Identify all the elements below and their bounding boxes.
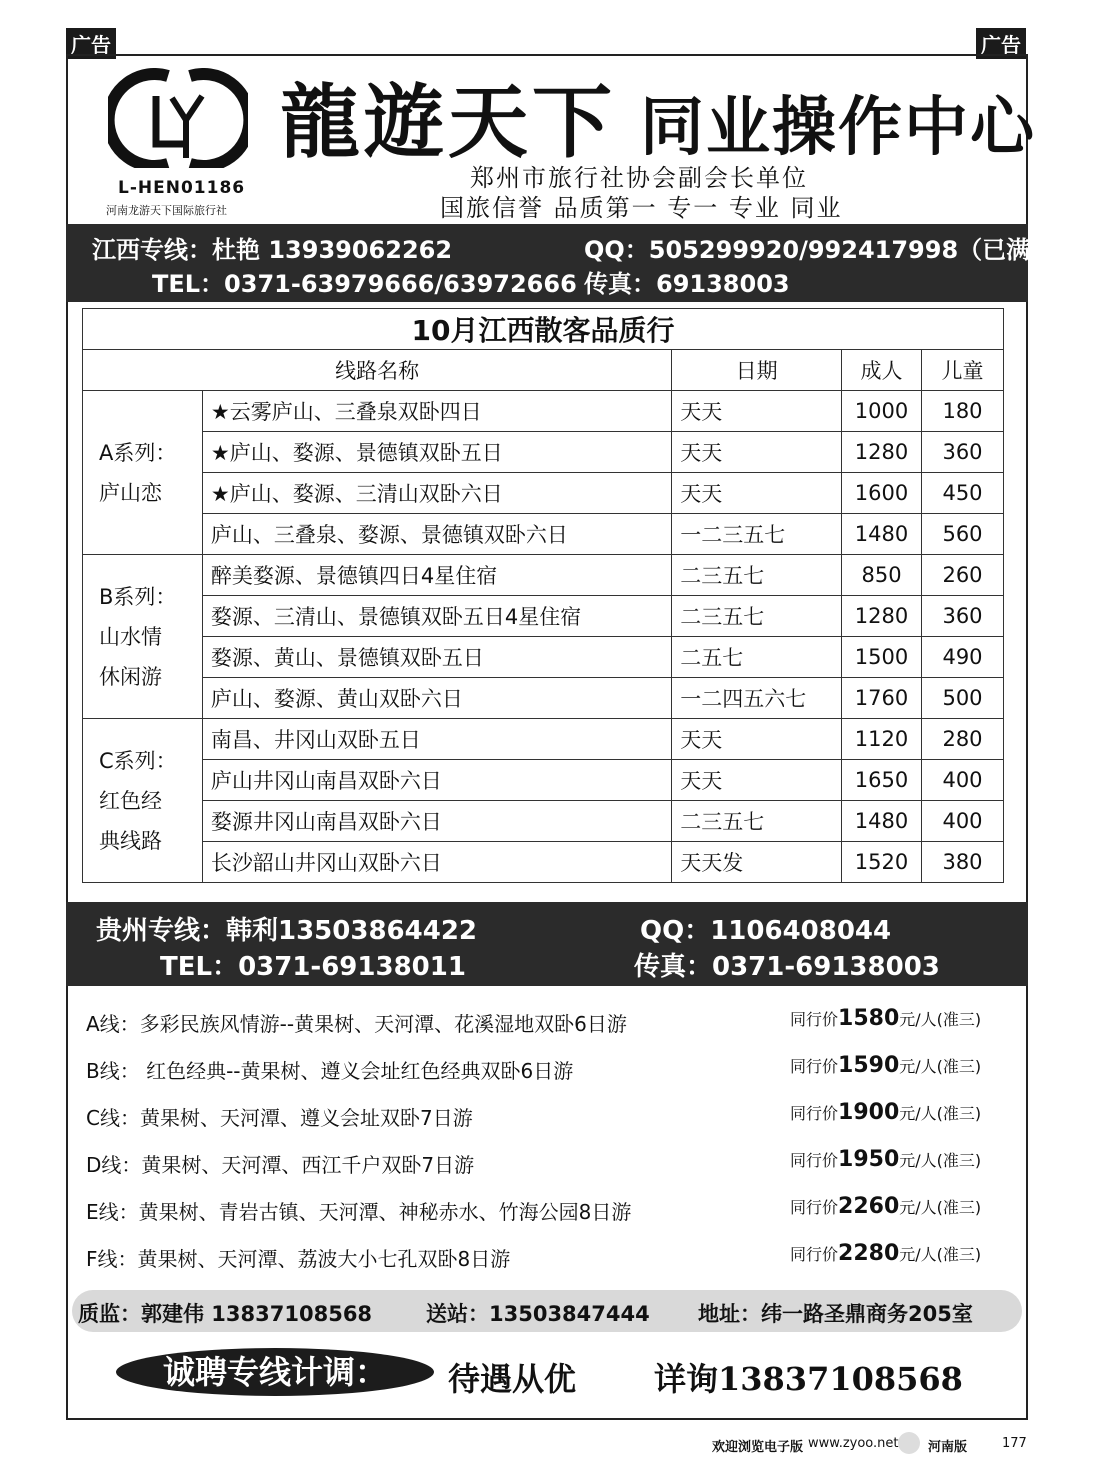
price-prefix: 同行价 [790,1198,839,1217]
association-text: 郑州市旅行社协会副会长单位 [470,164,808,192]
adult-price: 1520 [842,842,922,883]
contact-info-bar [72,1290,1022,1332]
guizhou-qq: QQ：1106408044 [640,916,892,946]
route-date: 一二四五六七 [672,678,842,719]
guizhou-route: D线：黄果树、天河潭、西江千户双卧7日游 [86,1153,475,1177]
price-value: 1900 [838,1100,900,1125]
footer-badge-icon [898,1432,920,1454]
route-date: 天天 [672,432,842,473]
price-value: 1580 [838,1006,900,1031]
price-prefix: 同行价 [790,1151,839,1170]
price-value: 2260 [838,1194,900,1219]
header-child: 儿童 [922,350,1004,391]
child-price: 400 [922,801,1004,842]
adult-price: 850 [842,555,922,596]
route-name: 南昌、井冈山双卧五日 [202,719,671,760]
series-label: C系列： 红色经 典线路 [83,719,203,883]
child-price: 360 [922,596,1004,637]
footer-welcome: 欢迎浏览电子版 [712,1440,804,1455]
route-name: 婺源、三清山、景德镇双卧五日4星住宿 [202,596,671,637]
adult-price: 1120 [842,719,922,760]
guizhou-price [790,1194,981,1219]
ad-tag-left: 广告 [66,28,116,59]
table-row [83,637,1004,678]
jiangxi-contact-bar [66,224,1055,302]
price-prefix: 同行价 [790,1010,839,1029]
table-row [83,678,1004,719]
child-price: 380 [922,842,1004,883]
route-name: 庐山、三叠泉、婺源、景德镇双卧六日 [202,514,671,555]
guizhou-contact: 贵州专线：韩利13503864422 [96,916,477,946]
adult-price: 1280 [842,596,922,637]
slogan-text: 国旅信誉 品质第一 专一 专业 同业 [440,194,843,222]
child-price: 360 [922,432,1004,473]
quality-supervisor: 质监：郭建伟 13837108568 [78,1302,373,1326]
table-row [83,760,1004,801]
table-row [83,719,1004,760]
adult-price: 1480 [842,801,922,842]
table-row [83,596,1004,637]
guizhou-price [790,1241,981,1266]
price-suffix: 元/人(准三) [899,1151,982,1170]
license-code: L-HEN01186 [118,178,246,198]
recruit-contact: 详询13837108568 [654,1360,963,1398]
route-date: 天天 [672,391,842,432]
page-title: 同业操作中心 [640,91,1036,165]
price-value: 1590 [838,1053,900,1078]
recruit-badge: 诚聘专线计调： [116,1348,434,1396]
price-suffix: 元/人(准三) [899,1057,982,1076]
guizhou-contact-bar [66,902,1028,986]
guizhou-route: E线：黄果树、青岩古镇、天河潭、神秘赤水、竹海公园8日游 [86,1200,632,1224]
route-name: ★云雾庐山、三叠泉双卧四日 [202,391,671,432]
guizhou-price [790,1053,981,1078]
jiangxi-tel: TEL：0371-63979666/63972666 [152,270,577,298]
route-name: ★庐山、婺源、景德镇双卧五日 [202,432,671,473]
table-row [83,801,1004,842]
guizhou-price [790,1100,981,1125]
route-date: 二三五七 [672,596,842,637]
jiangxi-route-table [82,308,1004,883]
company-logo-icon [108,68,248,168]
table-row [83,391,1004,432]
adult-price: 1650 [842,760,922,801]
table-row [83,555,1004,596]
adult-price: 1760 [842,678,922,719]
footer-url[interactable]: www.zyoo.net [808,1436,899,1451]
table-row [83,473,1004,514]
price-prefix: 同行价 [790,1057,839,1076]
guizhou-price [790,1147,981,1172]
page-number: 177 [1002,1436,1027,1451]
brand-name: 龍遊天下 [280,75,616,169]
route-name: ★庐山、婺源、三清山双卧六日 [202,473,671,514]
price-suffix: 元/人(准三) [899,1104,982,1123]
price-prefix: 同行价 [790,1245,839,1264]
route-date: 天天 [672,760,842,801]
price-suffix: 元/人(准三) [899,1010,982,1029]
series-label: B系列： 山水情 休闲游 [83,555,203,719]
table-title: 10月江西散客品质行 [83,309,1004,350]
guizhou-price [790,1006,981,1031]
child-price: 490 [922,637,1004,678]
company-name-small: 河南龙游天下国际旅行社 [106,204,227,217]
guizhou-fax: 传真：0371-69138003 [634,952,940,982]
jiangxi-fax: 传真：69138003 [584,270,790,298]
route-name: 婺源井冈山南昌双卧六日 [202,801,671,842]
child-price: 450 [922,473,1004,514]
child-price: 280 [922,719,1004,760]
ad-tag-right: 广告 [976,28,1026,59]
route-date: 天天发 [672,842,842,883]
route-name: 醉美婺源、景德镇四日4星住宿 [202,555,671,596]
jiangxi-qq: QQ：505299920/992417998（已满） [584,236,1055,264]
route-date: 二五七 [672,637,842,678]
table-row [83,432,1004,473]
adult-price: 1280 [842,432,922,473]
table-row [83,842,1004,883]
route-date: 天天 [672,473,842,514]
child-price: 400 [922,760,1004,801]
route-date: 一二三五七 [672,514,842,555]
price-prefix: 同行价 [790,1104,839,1123]
header-date: 日期 [672,350,842,391]
child-price: 260 [922,555,1004,596]
guizhou-route: A线：多彩民族风情游--黄果树、天河潭、花溪湿地双卧6日游 [86,1012,627,1036]
price-suffix: 元/人(准三) [899,1245,982,1264]
route-name: 长沙韶山井冈山双卧六日 [202,842,671,883]
table-row [83,514,1004,555]
guizhou-route: F线：黄果树、天河潭、荔波大小七孔双卧8日游 [86,1247,511,1271]
jiangxi-contact: 江西专线：杜艳 13939062262 [92,236,453,264]
guizhou-route: C线：黄果树、天河潭、遵义会址双卧7日游 [86,1106,473,1130]
route-name: 庐山、婺源、黄山双卧六日 [202,678,671,719]
recruit-benefit: 待遇从优 [448,1360,577,1398]
adult-price: 1500 [842,637,922,678]
route-date: 天天 [672,719,842,760]
price-value: 2280 [838,1241,900,1266]
adult-price: 1480 [842,514,922,555]
footer-edition: 河南版 [928,1440,968,1455]
price-value: 1950 [838,1147,900,1172]
route-date: 二三五七 [672,555,842,596]
header-route: 线路名称 [83,350,672,391]
header-adult: 成人 [842,350,922,391]
guizhou-route: B线： 红色经典--黄果树、遵义会址红色经典双卧6日游 [86,1059,574,1083]
office-address: 地址：纬一路圣鼎商务205室 [698,1302,973,1326]
route-date: 二三五七 [672,801,842,842]
adult-price: 1600 [842,473,922,514]
station-contact: 送站：13503847444 [426,1302,650,1326]
guizhou-tel: TEL：0371-69138011 [160,952,466,982]
child-price: 560 [922,514,1004,555]
route-name: 庐山井冈山南昌双卧六日 [202,760,671,801]
adult-price: 1000 [842,391,922,432]
child-price: 500 [922,678,1004,719]
route-name: 婺源、黄山、景德镇双卧五日 [202,637,671,678]
series-label: A系列： 庐山恋 [83,391,203,555]
child-price: 180 [922,391,1004,432]
price-suffix: 元/人(准三) [899,1198,982,1217]
